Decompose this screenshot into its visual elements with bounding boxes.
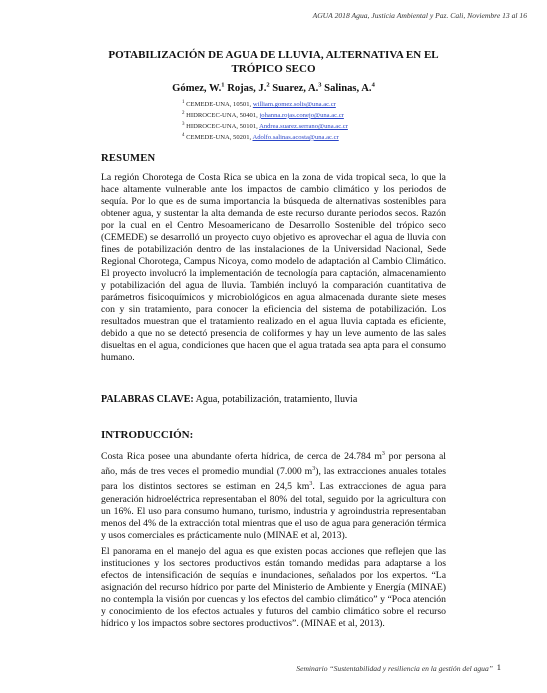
author-2: Rojas, J.$^2$ xyxy=(227,81,270,94)
paper-title xyxy=(60,48,487,76)
author-3: Suarez, A.$^3$ xyxy=(272,81,322,94)
affiliation-1: $^1$ CEMEDE-UNA, 10501, william.gomez.solis@una.ac.cr xyxy=(182,100,336,109)
keywords-label: PALABRAS CLAVE: xyxy=(101,394,194,405)
intro-paragraph-2: El panorama en el manejo del agua es que existen pocas acciones que reflejen que las instituciones y los sectores productivos están tomando medidas para adaptarse a los efectos de intensificación de sequías e inundaciones, señalados por los expertos. “La asignación del recurso hídrico por parte del Ministerio de Ambiente y Energía (MINAE) no contempla la visión por cuencas y los efectos del cambio climático” y “Poca atención y conocimiento de los efectos actuales y futuros del cambio climático sobre el recurso hídrico y los impactos sobre sectores productivos”. (MINAE et al, 2013). xyxy=(101,546,446,629)
resumen-paragraph: La región Chorotega de Costa Rica se ubica en la zona de vida tropical seca, lo que la hace altamente vulnerable ante los impactos de cambio climático y los periodos de sequía. Por lo que es de suma importancia la búsqueda de alternativas sostenibles para obtener agua, y sustentar la alta demanda de este recurso durante periodos secos. Razón por la cual en el Centro Mesoamericano de Desarrollo Sostenible del trópico seco (CEMEDE) se desarrolló un proyecto cuyo objetivo es aprovechar el agua de lluvia con fines de potabilización dentro de las instalaciones de la Universidad Nacional, Sede Regional Chorotega, Campus Nicoya, como modelo de adaptación al Cambio Climático. El proyecto involucró la implementación de tecnología para captación, almacenamiento y potabilización del agua de lluvia. También incluyó la comparación cuantitativa de parámetros fisicoquímicos y microbiológicos en agua almacenada durante siete meses con y sin tratamiento, para conocer la eficiencia del sistema de potabilización. Los resultados muestran que el tratamiento realizado en el agua lluvia captada es eficiente, debido a que no se detectó presencia de coliformes y hay un leve aumento de las sales disueltas en el agua, condiciones que hacen que el agua tratada sea apta para el consumo humano. xyxy=(101,172,446,363)
affiliations xyxy=(182,99,422,143)
page-number: 1 xyxy=(496,662,501,672)
email-link-3[interactable]: Andrea.suarez.serrano@una.ac.cr xyxy=(259,122,348,130)
footer-text: Seminario “Sustentabilidad y resiliencia en la gestión del agua” xyxy=(296,664,493,673)
keywords xyxy=(101,394,446,405)
email-link-1[interactable]: william.gomez.solis@una.ac.cr xyxy=(252,101,336,109)
keywords-text: Agua, potabilización, tratamiento, lluvia xyxy=(193,394,358,405)
author-1: Gómez, W.$^1$ xyxy=(172,81,225,94)
affiliation-3: $^3$ HIDROCEC-UNA, 50101, Andrea.suarez.serrano@una.ac.cr xyxy=(182,121,348,130)
running-header: AGUA 2018 Agua, Justicia Ambiental y Paz. Cali, Noviembre 13 al 16 xyxy=(312,11,527,20)
title-line-1: POTABILIZACIÓN DE AGUA DE LLUVIA, ALTERNATIVA EN EL xyxy=(108,49,439,61)
email-link-4[interactable]: Adolfo.salinas.acosta@una.ac.cr xyxy=(252,133,339,141)
intro-heading: INTRODUCCIÓN: xyxy=(101,429,194,441)
affiliation-4: $^4$ CEMEDE-UNA, 50201, Adolfo.salinas.acosta@una.ac.cr xyxy=(182,132,339,141)
author-4: Salinas, A.$^4$ xyxy=(324,81,375,94)
author-list xyxy=(0,81,547,94)
intro-paragraph-1: Costa Rica posee una abundante oferta hídrica, de cerca de 24.784 $m^3$ por persona al año, más de tres veces el promedio mundial (7.000 $m^3$), las extracciones anuales totales para los distintos sectores se estiman en 24,5 $km^3$. Las extracciones de agua para generación hidroeléctrica representaban el 80% del total, seguido por la agricultura con un 16%. El uso para consumo humano, turismo, industria y agroindustria representaban menos del 4% de la extracción total mientras que el uso de agua para generación térmica y usos comerciales es prácticamente nulo (MINAE et al, 2013). xyxy=(101,451,447,541)
affiliation-2: $^2$ HIDROCEC-UNA, 50401, johanna.rojas.conejo@una.ac.cr xyxy=(182,110,344,120)
title-line-2: TRÓPICO SECO xyxy=(231,63,316,75)
resumen-heading: RESUMEN xyxy=(101,153,156,164)
email-link-2[interactable]: johanna.rojas.conejo@una.ac.cr xyxy=(259,112,344,120)
